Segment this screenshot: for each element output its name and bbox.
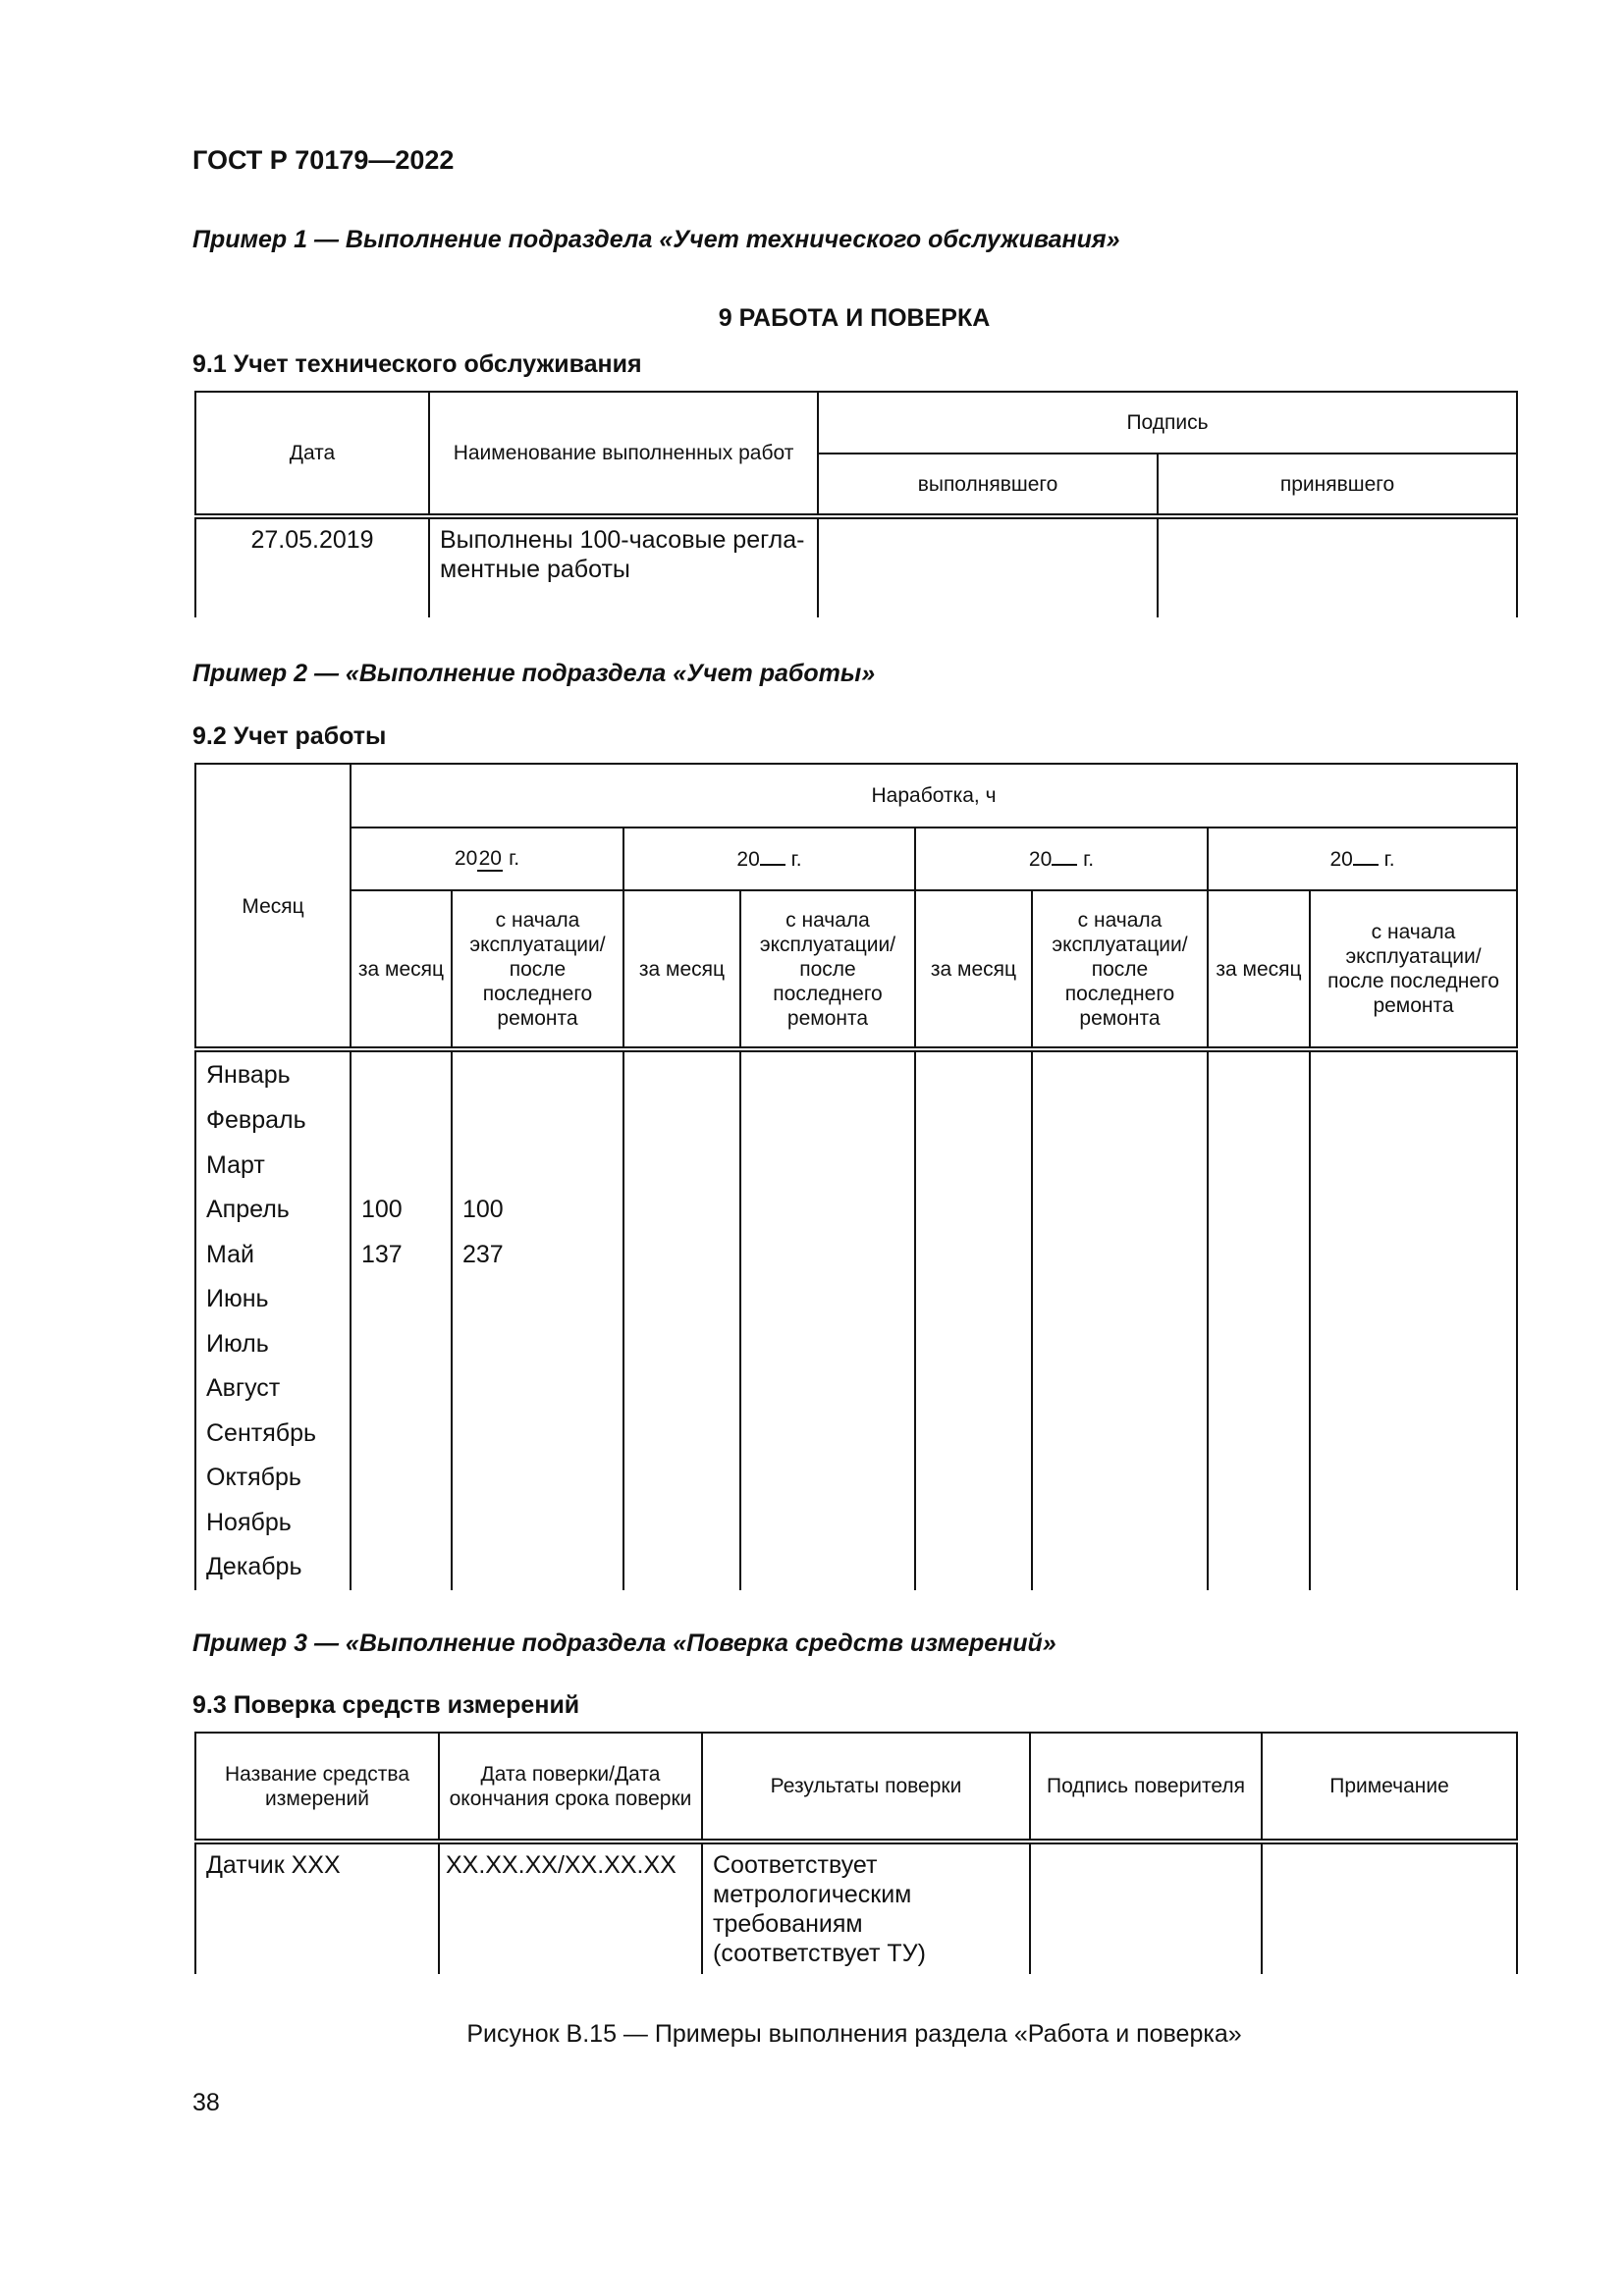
cell-operating-value (740, 1501, 915, 1546)
cell-operating-value (452, 1049, 623, 1098)
cell-operating-value (740, 1188, 915, 1233)
cell-operating-value (623, 1412, 740, 1457)
cell-month: Январь (195, 1049, 351, 1098)
subsection-9-3-title: 9.3 Поверка средств измерений (192, 1691, 580, 1719)
cell-operating-value (1208, 1049, 1310, 1098)
cell-operating-value (1032, 1412, 1208, 1457)
col-header-note: Примечание (1262, 1733, 1517, 1842)
cell-operating-value (1310, 1412, 1517, 1457)
cell-operating-value (452, 1144, 623, 1189)
col-header-works: Наименование выполненных работ (429, 392, 818, 516)
cell-operating-value (623, 1049, 740, 1098)
maintenance-table (194, 391, 1518, 617)
cell-operating-value (915, 1412, 1032, 1457)
cell-operating-value (1208, 1098, 1310, 1144)
cell-operating-value (915, 1322, 1032, 1367)
col-header-since-start: с начала эксплуатации/ после последнего ремонта (740, 890, 915, 1049)
cell-operating-value (351, 1412, 452, 1457)
table-row (195, 1501, 1517, 1546)
cell-operating-value (1208, 1501, 1310, 1546)
cell-verification-date: XX.XX.XX/XX.XX.XX (439, 1842, 702, 1974)
verification-table (194, 1732, 1518, 1974)
cell-operating-value (1208, 1412, 1310, 1457)
cell-operating-value (623, 1366, 740, 1412)
cell-operating-value (1032, 1366, 1208, 1412)
cell-operating-value (1310, 1366, 1517, 1412)
cell-results: Соответствует метрологическим требованиям (соответствует ТУ) (702, 1842, 1030, 1974)
col-header-since-start: с начала эксплуатации/ после последнего ремонта (1032, 890, 1208, 1049)
cell-operating-value (623, 1322, 740, 1367)
year-header: 20 г. (623, 828, 915, 890)
cell-operating-value (915, 1049, 1032, 1098)
table-row (195, 1842, 1517, 1974)
table-row (195, 1098, 1517, 1144)
subsection-9-1-title: 9.1 Учет технического обслуживания (192, 350, 642, 378)
cell-operating-value (623, 1233, 740, 1278)
cell-operating-value (740, 1049, 915, 1098)
cell-operating-value (452, 1098, 623, 1144)
cell-operating-value (1310, 1233, 1517, 1278)
cell-operating-value: 100 (452, 1188, 623, 1233)
cell-date: 27.05.2019 (195, 516, 429, 617)
subsection-9-2-title: 9.2 Учет работы (192, 722, 387, 750)
page-number: 38 (192, 2089, 220, 2116)
cell-operating-value (1310, 1098, 1517, 1144)
cell-acceptor (1158, 516, 1517, 617)
cell-operating-value (623, 1501, 740, 1546)
cell-operating-value (915, 1188, 1032, 1233)
cell-operating-value (351, 1322, 452, 1367)
cell-month: Март (195, 1144, 351, 1189)
cell-operating-value (915, 1366, 1032, 1412)
col-header-per-month: за месяц (1208, 890, 1310, 1049)
cell-operating-value (1032, 1545, 1208, 1590)
cell-operating-value (1310, 1545, 1517, 1590)
figure-caption: Рисунок В.15 — Примеры выполнения раздела «Работа и поверка» (466, 2020, 1242, 2048)
cell-operating-value (1032, 1277, 1208, 1322)
cell-operating-value (740, 1233, 915, 1278)
col-header-per-month: за месяц (623, 890, 740, 1049)
cell-works: Выполнены 100-часовые регла-ментные работы (429, 516, 818, 617)
year-header: 2020 г. (351, 828, 623, 890)
cell-month: Июль (195, 1322, 351, 1367)
col-header-operating-time: Наработка, ч (351, 764, 1517, 828)
table-row (195, 1456, 1517, 1501)
sub-header-row (195, 890, 1517, 1049)
cell-operating-value (740, 1144, 915, 1189)
cell-operating-value (1032, 1501, 1208, 1546)
cell-operating-value (1208, 1456, 1310, 1501)
cell-month: Май (195, 1233, 351, 1278)
cell-operating-value (1032, 1233, 1208, 1278)
table-row (195, 1233, 1517, 1278)
table-row (195, 1144, 1517, 1189)
cell-operating-value (452, 1412, 623, 1457)
table-row (195, 516, 1517, 617)
table-row (195, 1049, 1517, 1098)
cell-performer (818, 516, 1158, 617)
cell-operating-value (623, 1277, 740, 1322)
cell-operating-value (452, 1322, 623, 1367)
table-row (195, 1545, 1517, 1590)
cell-month: Ноябрь (195, 1501, 351, 1546)
cell-operating-value (351, 1277, 452, 1322)
cell-operating-value (915, 1501, 1032, 1546)
cell-operating-value (1208, 1322, 1310, 1367)
cell-operating-value (1310, 1456, 1517, 1501)
cell-operating-value (915, 1233, 1032, 1278)
document-header: ГОСТ Р 70179—2022 (192, 145, 455, 175)
cell-operating-value (1208, 1277, 1310, 1322)
cell-operating-value (740, 1456, 915, 1501)
cell-operating-value (740, 1098, 915, 1144)
cell-operating-value (623, 1545, 740, 1590)
cell-operating-value (623, 1098, 740, 1144)
year-header: 20 г. (1208, 828, 1517, 890)
col-header-instrument-name: Название средства измерений (195, 1733, 439, 1842)
example-3-title: Пример 3 — «Выполнение подраздела «Поверка средств измерений» (192, 1629, 1056, 1657)
cell-operating-value (351, 1366, 452, 1412)
cell-operating-value (351, 1049, 452, 1098)
cell-month: Февраль (195, 1098, 351, 1144)
cell-operating-value (915, 1456, 1032, 1501)
cell-operating-value (1032, 1098, 1208, 1144)
cell-operating-value (740, 1366, 915, 1412)
col-header-verification-date: Дата поверки/Дата окончания срока поверки (439, 1733, 702, 1842)
cell-operating-value: 100 (351, 1188, 452, 1233)
cell-operating-value: 237 (452, 1233, 623, 1278)
cell-operating-value (1032, 1322, 1208, 1367)
cell-operating-value (740, 1545, 915, 1590)
cell-operating-value (452, 1501, 623, 1546)
cell-operating-value (452, 1277, 623, 1322)
cell-operating-value (1208, 1366, 1310, 1412)
cell-operating-value (452, 1456, 623, 1501)
year-header-row (195, 828, 1517, 890)
cell-operating-value (1310, 1501, 1517, 1546)
table-row (195, 1277, 1517, 1322)
col-header-signature: Подпись (818, 392, 1517, 454)
cell-operating-value (915, 1098, 1032, 1144)
cell-operating-value (351, 1456, 452, 1501)
col-header-date: Дата (195, 392, 429, 516)
cell-operating-value (1310, 1144, 1517, 1189)
table-row (195, 1322, 1517, 1367)
cell-operating-value (1310, 1322, 1517, 1367)
col-header-performer: выполнявшего (818, 454, 1158, 516)
col-header-month: Месяц (195, 764, 351, 1049)
table-row (195, 1412, 1517, 1457)
cell-operating-value (915, 1545, 1032, 1590)
col-header-acceptor: принявшего (1158, 454, 1517, 516)
cell-operating-value (1032, 1049, 1208, 1098)
cell-note (1262, 1842, 1517, 1974)
section-title: 9 РАБОТА И ПОВЕРКА (718, 304, 991, 332)
col-header-per-month: за месяц (915, 890, 1032, 1049)
cell-operating-value (1208, 1188, 1310, 1233)
table-row (195, 1366, 1517, 1412)
cell-month: Июнь (195, 1277, 351, 1322)
year-header: 20 г. (915, 828, 1208, 890)
cell-operating-value (740, 1277, 915, 1322)
cell-operating-value (351, 1545, 452, 1590)
cell-operating-value (452, 1545, 623, 1590)
cell-operating-value (740, 1322, 915, 1367)
table-row (195, 1188, 1517, 1233)
cell-operating-value (623, 1188, 740, 1233)
cell-operating-value (351, 1144, 452, 1189)
cell-operating-value (452, 1366, 623, 1412)
col-header-per-month: за месяц (351, 890, 452, 1049)
cell-operating-value (1032, 1188, 1208, 1233)
cell-operating-value: 137 (351, 1233, 452, 1278)
example-1-title: Пример 1 — Выполнение подраздела «Учет технического обслуживания» (192, 226, 1120, 253)
cell-operating-value (623, 1456, 740, 1501)
cell-operating-value (915, 1277, 1032, 1322)
example-2-title: Пример 2 — «Выполнение подраздела «Учет работы» (192, 660, 876, 687)
cell-operating-value (1310, 1188, 1517, 1233)
cell-operating-value (1208, 1545, 1310, 1590)
cell-month: Декабрь (195, 1545, 351, 1590)
operating-time-table (194, 763, 1518, 1590)
cell-operating-value (1310, 1277, 1517, 1322)
cell-operating-value (1310, 1049, 1517, 1098)
cell-operating-value (915, 1144, 1032, 1189)
col-header-since-start: с начала эксплуатации/ после последнего ремонта (452, 890, 623, 1049)
cell-operating-value (1032, 1144, 1208, 1189)
cell-month: Сентябрь (195, 1412, 351, 1457)
col-header-results: Результаты поверки (702, 1733, 1030, 1842)
cell-verifier-signature (1030, 1842, 1262, 1974)
cell-instrument-name: Датчик XXX (195, 1842, 439, 1974)
cell-operating-value (623, 1144, 740, 1189)
cell-month: Октябрь (195, 1456, 351, 1501)
cell-operating-value (740, 1412, 915, 1457)
cell-month: Август (195, 1366, 351, 1412)
col-header-since-start: с начала эксплуатации/ после последнего ремонта (1310, 890, 1517, 1049)
col-header-verifier-signature: Подпись поверителя (1030, 1733, 1262, 1842)
cell-operating-value (351, 1098, 452, 1144)
cell-operating-value (1208, 1233, 1310, 1278)
cell-operating-value (351, 1501, 452, 1546)
cell-month: Апрель (195, 1188, 351, 1233)
cell-operating-value (1208, 1144, 1310, 1189)
cell-operating-value (1032, 1456, 1208, 1501)
